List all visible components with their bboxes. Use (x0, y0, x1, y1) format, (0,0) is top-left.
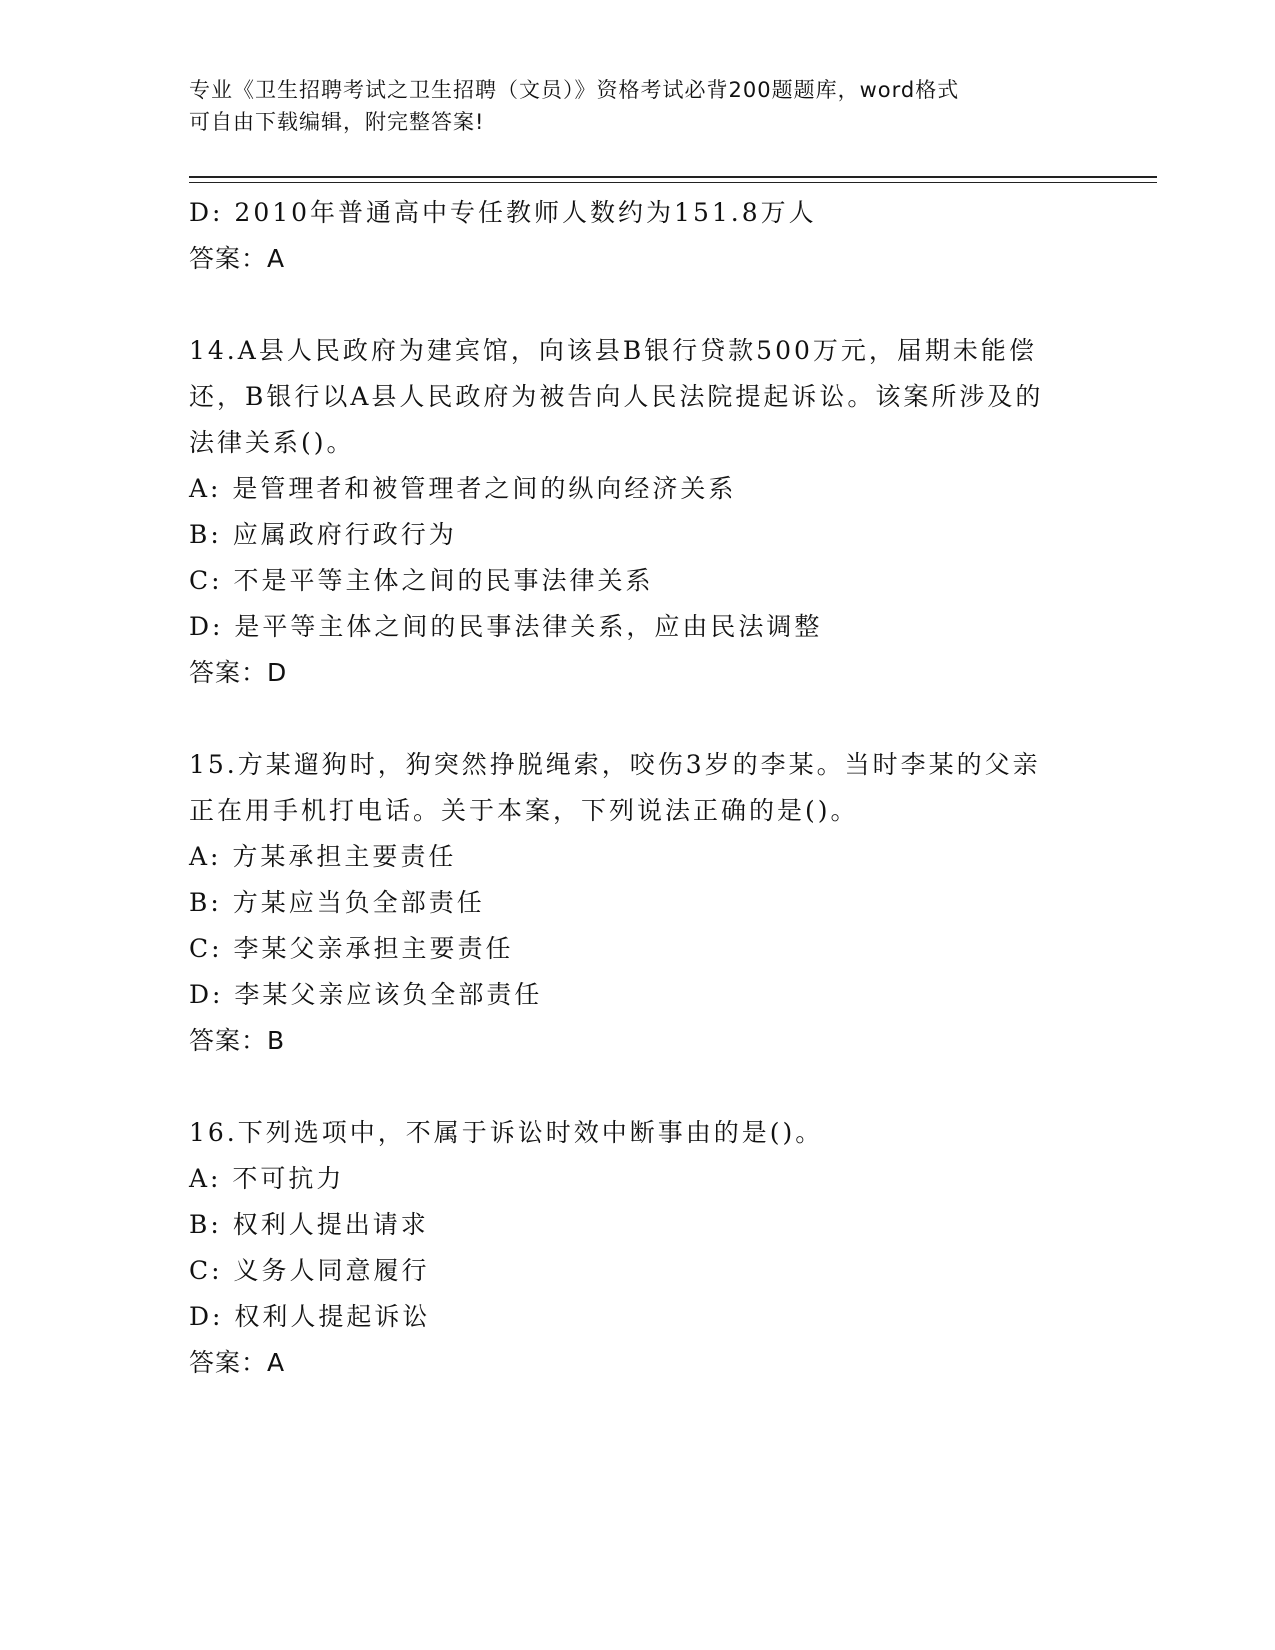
option-c: C: 李某父亲承担主要责任 (189, 934, 514, 963)
question-stem-line: 15.方某遛狗时，狗突然挣脱绳索，咬伤3岁的李某。当时李某的父亲 (189, 750, 1041, 779)
option-a: A: 是管理者和被管理者之间的纵向经济关系 (189, 474, 737, 503)
question-stem-line: 16.下列选项中，不属于诉讼时效中断事由的是()。 (189, 1118, 824, 1147)
spacer (189, 282, 1089, 328)
question-16 (189, 1110, 1089, 1386)
question-stem-line: 还，B银行以A县人民政府为被告向人民法院提起诉讼。该案所涉及的 (189, 382, 1044, 411)
answer-line: 答案：B (189, 1026, 286, 1055)
option-d: D: 2010年普通高中专任教师人数约为151.8万人 (189, 198, 817, 227)
option-b: B: 方某应当负全部责任 (189, 888, 485, 917)
option-c: C: 义务人同意履行 (189, 1256, 430, 1285)
option-b: B: 权利人提出请求 (189, 1210, 429, 1239)
question-stem-line: 正在用手机打电话。关于本案，下列说法正确的是()。 (189, 796, 859, 825)
question-stem-line: 14.A县人民政府为建宾馆，向该县B银行贷款500万元，届期未能偿 (189, 336, 1037, 365)
option-d: D: 权利人提起诉讼 (189, 1302, 431, 1331)
option-c: C: 不是平等主体之间的民事法律关系 (189, 566, 654, 595)
spacer (189, 1064, 1089, 1110)
option-a: A: 方某承担主要责任 (189, 842, 457, 871)
header-line-1: 专业《卫生招聘考试之卫生招聘（文员）》资格考试必背200题题库，word格式 (189, 78, 960, 102)
option-b: B: 应属政府行政行为 (189, 520, 457, 549)
answer-line: 答案：D (189, 658, 288, 687)
option-d: D: 李某父亲应该负全部责任 (189, 980, 543, 1009)
document-header (189, 74, 1089, 138)
header-line-2: 可自由下载编辑，附完整答案! (189, 110, 485, 134)
answer-line: 答案：A (189, 244, 286, 273)
question-content (189, 190, 1089, 1386)
option-a: A: 不可抗力 (189, 1164, 345, 1193)
question-15 (189, 742, 1089, 1064)
answer-line: 答案：A (189, 1348, 286, 1377)
header-divider-thin (189, 182, 1157, 183)
spacer (189, 696, 1089, 742)
question-stem-line: 法律关系()。 (189, 428, 355, 457)
question-14 (189, 328, 1089, 696)
option-d: D: 是平等主体之间的民事法律关系，应由民法调整 (189, 612, 823, 641)
header-divider-thick (189, 176, 1157, 178)
